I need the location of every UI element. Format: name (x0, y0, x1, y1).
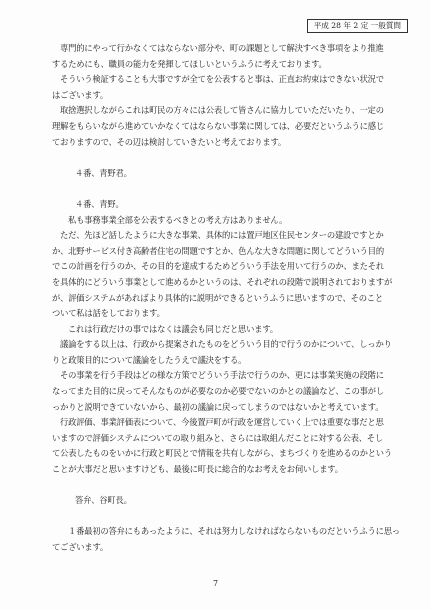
text-line: て公表したものをいかに行政と町民とで情報を共有しながら、まちづくりを進めるのかという (52, 448, 392, 459)
text-line: 議論をする以上は、行政から提案されたものをどういう目的で行うのかについて、しっかり (60, 339, 392, 350)
text-line: っかりと説明できていないから、最初の議論に戻ってしまうのではないかと考えています。 (52, 401, 384, 412)
text-line: その事業を行う手段はどの様な方策でどういう手法で行うのか、更には事業実施の段階に (60, 370, 384, 381)
text-line: 理解をもらいながら進めていかなくてはならない事業に関しては、必要だというふうに感じ (52, 120, 384, 131)
text-line: か、北野サービス付き高齢者住宅の問題ですとか、色んな大きな問題に関してどういう目的 (52, 245, 384, 256)
text-line: いますので評価システムについての取り組みと、さらには取組んだことに対する公表、そし (52, 432, 383, 443)
text-line: を具体的にどういう事業として進めるかというのは、それぞれの段階で説明されておりますが (52, 276, 393, 287)
text-line: はございます。 (52, 89, 109, 100)
text-line: ４番、青野君。 (75, 167, 132, 178)
blank-line (52, 150, 384, 166)
text-line: 答弁、谷町長。 (75, 495, 132, 506)
text-line: てございます。 (52, 542, 109, 552)
text-line: これは行政だけの事ではなくは議会も同じだと思います。 (68, 323, 278, 334)
blank-line (52, 509, 384, 525)
transcript-body (52, 41, 400, 556)
text-line: なってまた目的に戻ってそんなものが必要なのか必要でないのかとの議論など、この事がし (52, 386, 384, 397)
meeting-label: 平成 28 年 2 定 一般質問 (307, 19, 408, 33)
text-line: ただ、先ほど話したように大きな事業、具体的には置戸地区住民センターの建設ですとか (60, 230, 384, 241)
text-line: りと政策目的について議論をしたうえで議決をする。 (52, 354, 247, 365)
text-line: 取捨選択しながらこれは町民の方々には公表して皆さんに協力していただいたり、一定の (60, 105, 384, 116)
text-line: 私も事務事業全部を公表するべきとの考え方はありません。 (68, 214, 288, 225)
text-line: ついて私は話をしております。 (52, 308, 165, 319)
text-line: でこの計画を行うのか、その目的を達成するためどういう手法を用いて行うのか、またそれ (52, 261, 384, 272)
page-number: 7 (212, 579, 219, 588)
text-line: ことが大事だと思いますけども、最後に町長に総合的なお考えをお伺いします。 (52, 464, 343, 475)
text-line: 専門的にやって行かなくてはならない部分や、町の課題として解決すべき事項をより推進 (60, 43, 384, 53)
text-line: 行政評価、事業評価表について、今後置戸町が行政を運営していく上では重要な事だと思 (60, 417, 384, 428)
blank-line (52, 181, 384, 197)
text-line: ４番、青野。 (75, 198, 124, 209)
text-line: が、評価システムがあればより具体的に説明ができるというふうに思いますので、そのこと (52, 292, 383, 303)
text-line: ておりますので、その辺は検討していきたいと考えております。 (52, 136, 286, 147)
text-line: １番最初の答弁にもあったように、それは努力しなければならないものだというふうに思っ (68, 526, 400, 537)
blank-line (52, 478, 384, 494)
text-line: そういう検証することも大事ですが全てを公表すると事は、正直お約束はできない状況で (60, 74, 384, 85)
text-line: するためにも、職員の能力を発揮してほしいというふうに考えております。 (52, 58, 327, 69)
